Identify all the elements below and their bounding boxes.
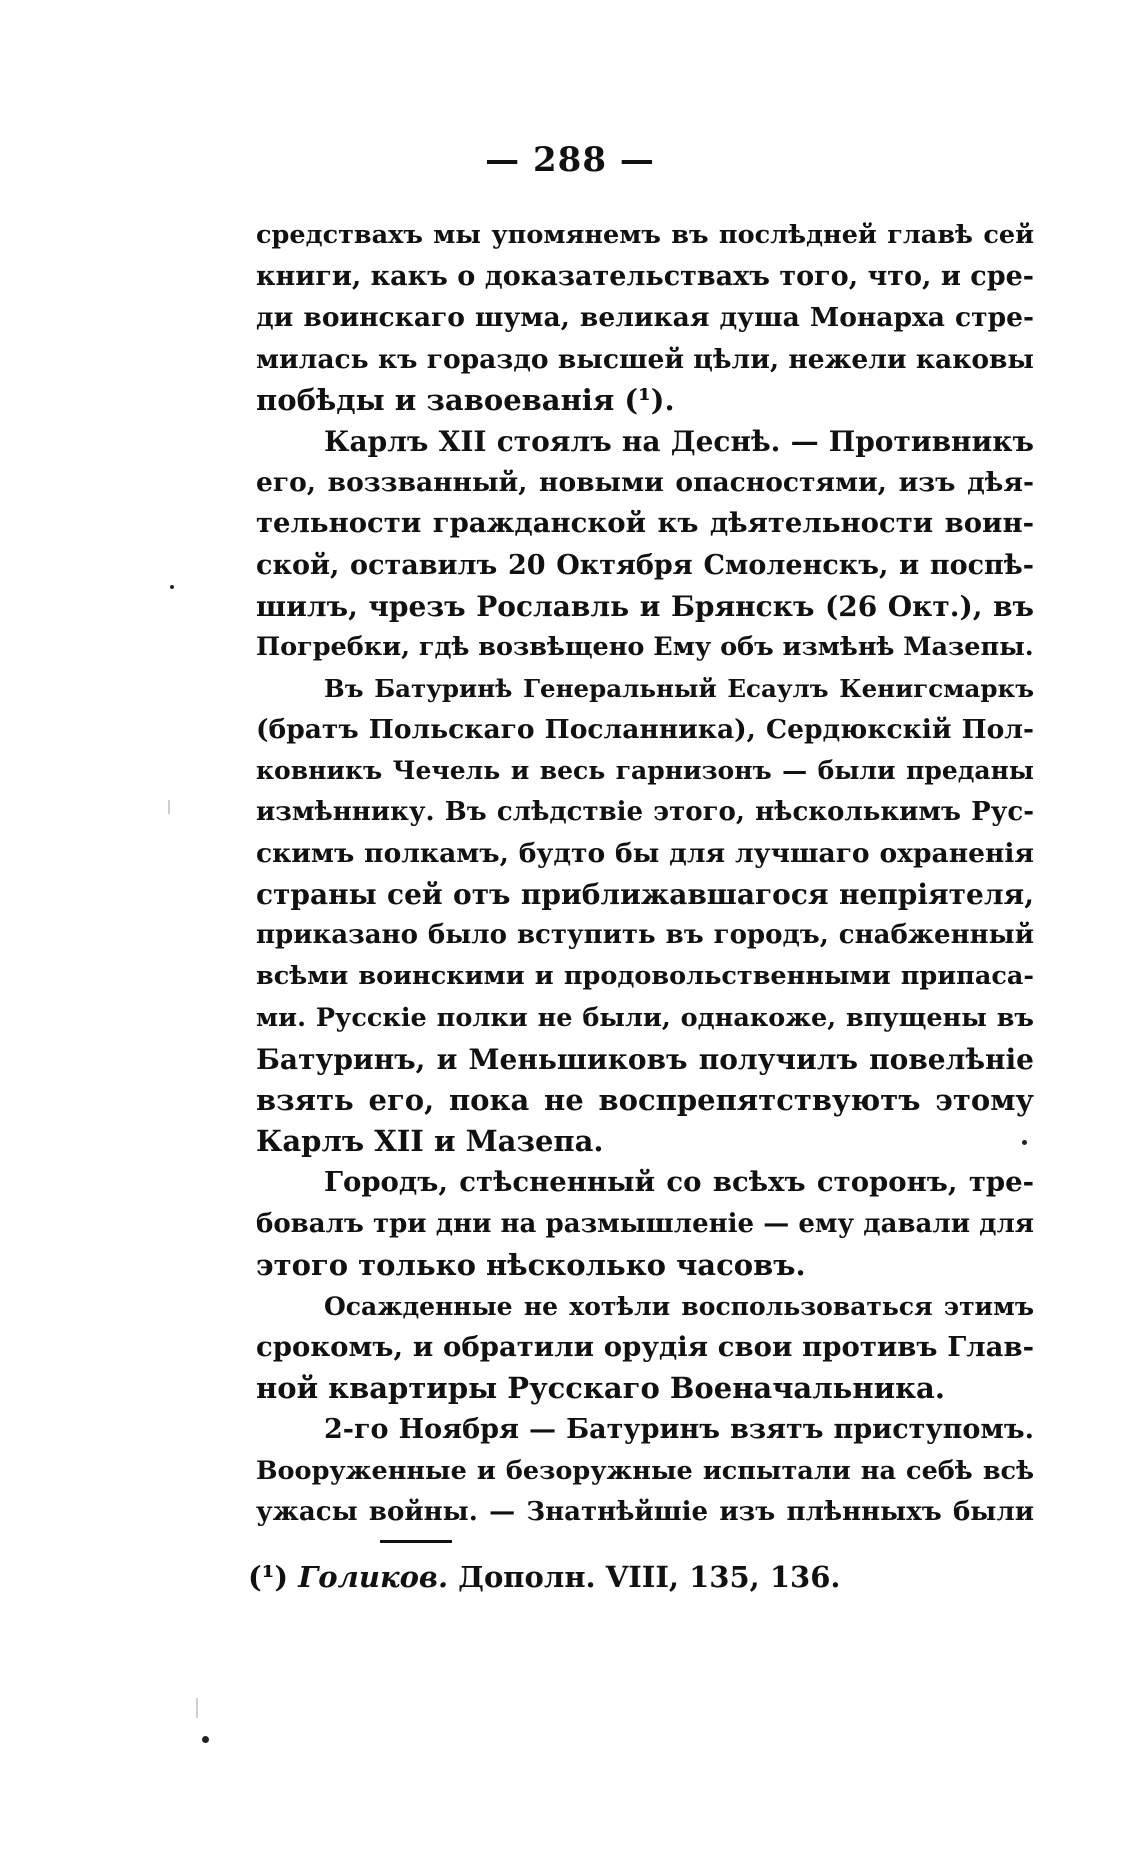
scan-edge [196,1698,198,1718]
text-line: ми. Русскіе полки не были, однакоже, впущены въ [256,1002,1034,1033]
text-line: Погребки, гдѣ возвѣщено Ему объ измѣнѣ Мазепы. [256,631,1034,662]
text-line: ужасы войны. — Знатнѣйшіе изъ плѣнныхъ были [256,1496,1034,1527]
text-line: (братъ Польскаго Посланника), Сердюкскій Пол- [256,714,1034,746]
text-line: ди воинскаго шума, великая душа Монарха стре- [256,302,1034,334]
text-line: тельности гражданской къ дѣятельности воин- [256,507,1034,540]
text-line: Карлъ XII стоялъ на Деснѣ. — Противникъ [324,424,1034,458]
text-line: бовалъ три дни на размышленіе — ему давали для [256,1208,1034,1239]
text-line: Батуринъ, и Меньшиковъ получилъ повелѣніе [256,1042,1034,1076]
text-line: милась къ гораздо высшей цѣли, нежели каковы [256,343,1034,375]
text-line: измѣннику. Въ слѣдствіе этого, нѣсколькимъ Рус- [256,796,1034,827]
scan-speck [202,1736,209,1743]
scan-speck [170,585,174,589]
text-line: шилъ, чрезъ Рославль и Брянскъ (26 Окт.), въ [256,589,1034,623]
text-line: 2-го Ноября — Батуринъ взятъ приступомъ. [324,1414,1034,1446]
text-line: Въ Батуринѣ Генеральный Есаулъ Кенигсмаркъ [324,674,1034,704]
text-line: Городъ, стѣсненный со всѣхъ сторонъ, тре- [324,1166,1034,1199]
text-line: книги, какъ о доказательствахъ того, что, и сре- [256,261,1034,293]
footnote [248,1560,840,1594]
text-line: Вооруженные и безоружные испытали на себѣ всѣ [256,1455,1034,1486]
footnote-reference: Дополн. VIII, 135, 136. [458,1560,841,1594]
text-line: взять его, пока не воспрепятствуютъ этому [256,1082,1034,1117]
text-line: его, воззванный, новыми опасностями, изъ дѣя- [256,467,1034,499]
footnote-marker: (¹) [248,1560,289,1594]
page-number: — 288 — [485,140,655,180]
text-line: этого только нѣсколько часовъ. [256,1247,806,1282]
text-line: всѣми воинскими и продовольственными припаса- [256,961,1034,992]
text-line: срокомъ, и обратили орудія свои противъ Глав- [256,1331,1034,1364]
text-line: Осажденные не хотѣли воспользоваться этимъ [324,1291,1034,1321]
footnote-separator [380,1540,452,1543]
text-line: приказано было вступить въ городъ, снабженный [256,920,1034,951]
text-line: скимъ полкамъ, будто бы для лучшаго охраненія [256,837,1034,869]
scan-edge [168,800,170,814]
text-line: средствахъ мы упомянемъ въ послѣдней главѣ сей [256,220,1034,250]
body-text [256,215,1034,1533]
footnote-author: Голиков. [298,1560,449,1594]
text-line: страны сей отъ приближавшагося непріятеля, [256,878,1034,911]
text-line: побѣды и завоеванія (¹). [256,382,675,417]
text-line: ной квартиры Русскаго Военачальника. [256,1371,945,1406]
text-line: ковникъ Чечель и весь гарнизонъ — были преданы [256,756,1034,786]
text-line: Карлъ XII и Мазепа. [256,1124,604,1159]
scan-speck [1022,1140,1027,1145]
text-line: ской, оставилъ 20 Октября Смоленскъ, и поспѣ- [256,549,1034,581]
